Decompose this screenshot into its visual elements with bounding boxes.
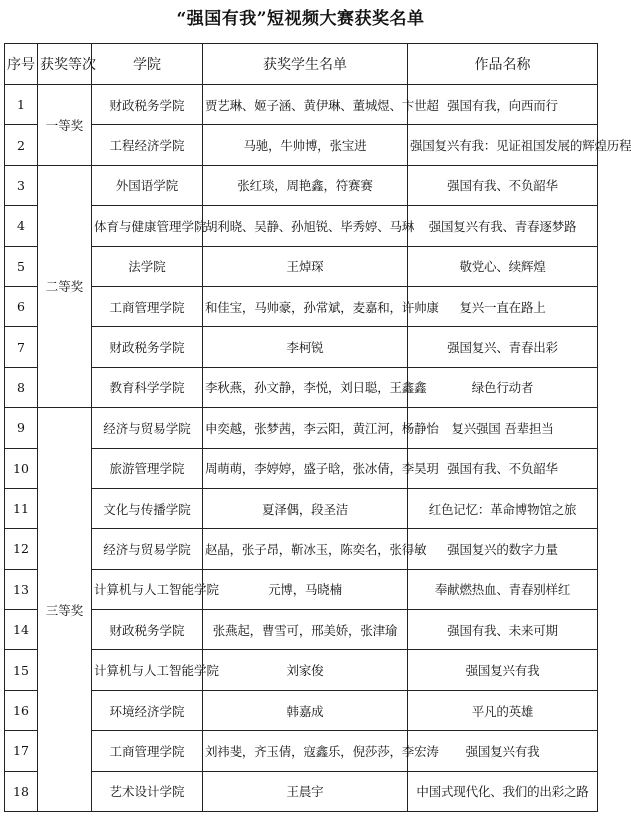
cell-work: 平凡的英雄: [408, 690, 598, 730]
cell-prize-first: 一等奖: [38, 85, 92, 166]
cell-seq: 2: [5, 125, 38, 165]
cell-work: 强国复兴有我: [408, 731, 598, 771]
cell-college: 工商管理学院: [92, 286, 203, 326]
table-row: [5, 125, 598, 165]
cell-seq: 16: [5, 690, 38, 730]
cell-college: 工程经济学院: [92, 125, 203, 165]
cell-students: 申奕越，张梦茜，李云阳，黄江河，杨静怡: [203, 408, 408, 448]
cell-college: 体育与健康管理学院: [92, 206, 203, 246]
cell-work: 中国式现代化、我们的出彩之路: [408, 771, 598, 811]
table-row: [5, 165, 598, 205]
cell-students: 贾艺琳、姬子涵、黄伊琳、董城煜、卞世超: [203, 85, 408, 125]
cell-college: 经济与贸易学院: [92, 408, 203, 448]
cell-prize-second: 二等奖: [38, 165, 92, 407]
header-work: 作品名称: [408, 44, 598, 85]
table-row: [5, 206, 598, 246]
cell-work: 强国复兴有我、青春逐梦路: [408, 206, 598, 246]
cell-seq: 10: [5, 448, 38, 488]
cell-students: 张红琰，周艳鑫，符赛赛: [203, 165, 408, 205]
table-row: [5, 327, 598, 367]
table-row: [5, 690, 598, 730]
cell-work: 强国有我、不负韶华: [408, 448, 598, 488]
cell-work: 绿色行动者: [408, 367, 598, 407]
cell-work: 敬党心、续辉煌: [408, 246, 598, 286]
cell-students: 夏泽偶，段圣洁: [203, 488, 408, 528]
cell-students: 王晨宇: [203, 771, 408, 811]
cell-students: 和佳宝，马帅豪，孙常斌，麦嘉和，许帅康: [203, 286, 408, 326]
cell-college: 经济与贸易学院: [92, 529, 203, 569]
table-row: [5, 85, 598, 125]
table-row: [5, 367, 598, 407]
cell-seq: 18: [5, 771, 38, 811]
table-row: [5, 488, 598, 528]
cell-college: 文化与传播学院: [92, 488, 203, 528]
cell-students: 刘祎斐，齐玉倩，寇鑫乐，倪莎莎，李宏涛: [203, 731, 408, 771]
cell-work: 复兴强国 吾辈担当: [408, 408, 598, 448]
cell-work: 强国复兴有我：见证祖国发展的辉煌历程: [408, 125, 598, 165]
cell-seq: 9: [5, 408, 38, 448]
cell-seq: 13: [5, 569, 38, 609]
cell-work: 强国有我，向西而行: [408, 85, 598, 125]
cell-prize-third: 三等奖: [38, 408, 92, 812]
table-row: [5, 529, 598, 569]
cell-seq: 14: [5, 610, 38, 650]
table-row: [5, 408, 598, 448]
header-college: 学院: [92, 44, 203, 85]
table-row: [5, 569, 598, 609]
table-row: [5, 731, 598, 771]
cell-work: 奉献燃热血、青春别样红: [408, 569, 598, 609]
cell-students: 韩嘉成: [203, 690, 408, 730]
cell-seq: 12: [5, 529, 38, 569]
cell-college: 教育科学学院: [92, 367, 203, 407]
cell-work: 强国复兴、青春出彩: [408, 327, 598, 367]
cell-students: 刘家俊: [203, 650, 408, 690]
cell-seq: 7: [5, 327, 38, 367]
cell-students: 马驰，牛帅博，张宝进: [203, 125, 408, 165]
cell-seq: 8: [5, 367, 38, 407]
cell-students: 李秋燕，孙文静，李悦，刘日聪，王鑫鑫: [203, 367, 408, 407]
cell-students: 周萌萌，李婷婷，盛子晗，张冰倩，李昊玥: [203, 448, 408, 488]
cell-students: 胡利晓、吴静、孙旭锐、毕秀婷、马琳: [203, 206, 408, 246]
cell-college: 财政税务学院: [92, 327, 203, 367]
cell-students: 赵晶，张子昂，靳冰玉，陈奕名，张得敏: [203, 529, 408, 569]
cell-college: 法学院: [92, 246, 203, 286]
table-row: [5, 650, 598, 690]
cell-work: 强国有我、不负韶华: [408, 165, 598, 205]
header-seq: 序号: [5, 44, 38, 85]
cell-seq: 1: [5, 85, 38, 125]
table-row: [5, 771, 598, 811]
table-header-row: [5, 44, 598, 85]
cell-students: 李柯锐: [203, 327, 408, 367]
cell-work: 强国复兴的数字力量: [408, 529, 598, 569]
cell-seq: 11: [5, 488, 38, 528]
header-students: 获奖学生名单: [203, 44, 408, 85]
table-row: [5, 448, 598, 488]
cell-college: 计算机与人工智能学院: [92, 650, 203, 690]
cell-work: 强国有我、未来可期: [408, 610, 598, 650]
header-prize: 获奖等次: [38, 44, 92, 85]
cell-college: 计算机与人工智能学院: [92, 569, 203, 609]
cell-work: 复兴一直在路上: [408, 286, 598, 326]
cell-seq: 5: [5, 246, 38, 286]
cell-college: 旅游管理学院: [92, 448, 203, 488]
cell-students: 元博，马晓楠: [203, 569, 408, 609]
cell-seq: 17: [5, 731, 38, 771]
cell-seq: 6: [5, 286, 38, 326]
cell-seq: 15: [5, 650, 38, 690]
cell-seq: 4: [5, 206, 38, 246]
cell-students: 王焯琛: [203, 246, 408, 286]
awards-table: [4, 43, 631, 812]
cell-college: 环境经济学院: [92, 690, 203, 730]
document-title: “强国有我”短视频大赛获奖名单: [176, 9, 425, 29]
cell-college: 财政税务学院: [92, 610, 203, 650]
table-row: [5, 246, 598, 286]
table-row: [5, 286, 598, 326]
cell-college: 财政税务学院: [92, 85, 203, 125]
cell-seq: 3: [5, 165, 38, 205]
cell-work: 红色记忆：革命博物馆之旅: [408, 488, 598, 528]
cell-college: 外国语学院: [92, 165, 203, 205]
cell-college: 艺术设计学院: [92, 771, 203, 811]
cell-college: 工商管理学院: [92, 731, 203, 771]
cell-students: 张燕起，曹雪可，邢美娇，张津瑜: [203, 610, 408, 650]
cell-work: 强国复兴有我: [408, 650, 598, 690]
table-row: [5, 610, 598, 650]
